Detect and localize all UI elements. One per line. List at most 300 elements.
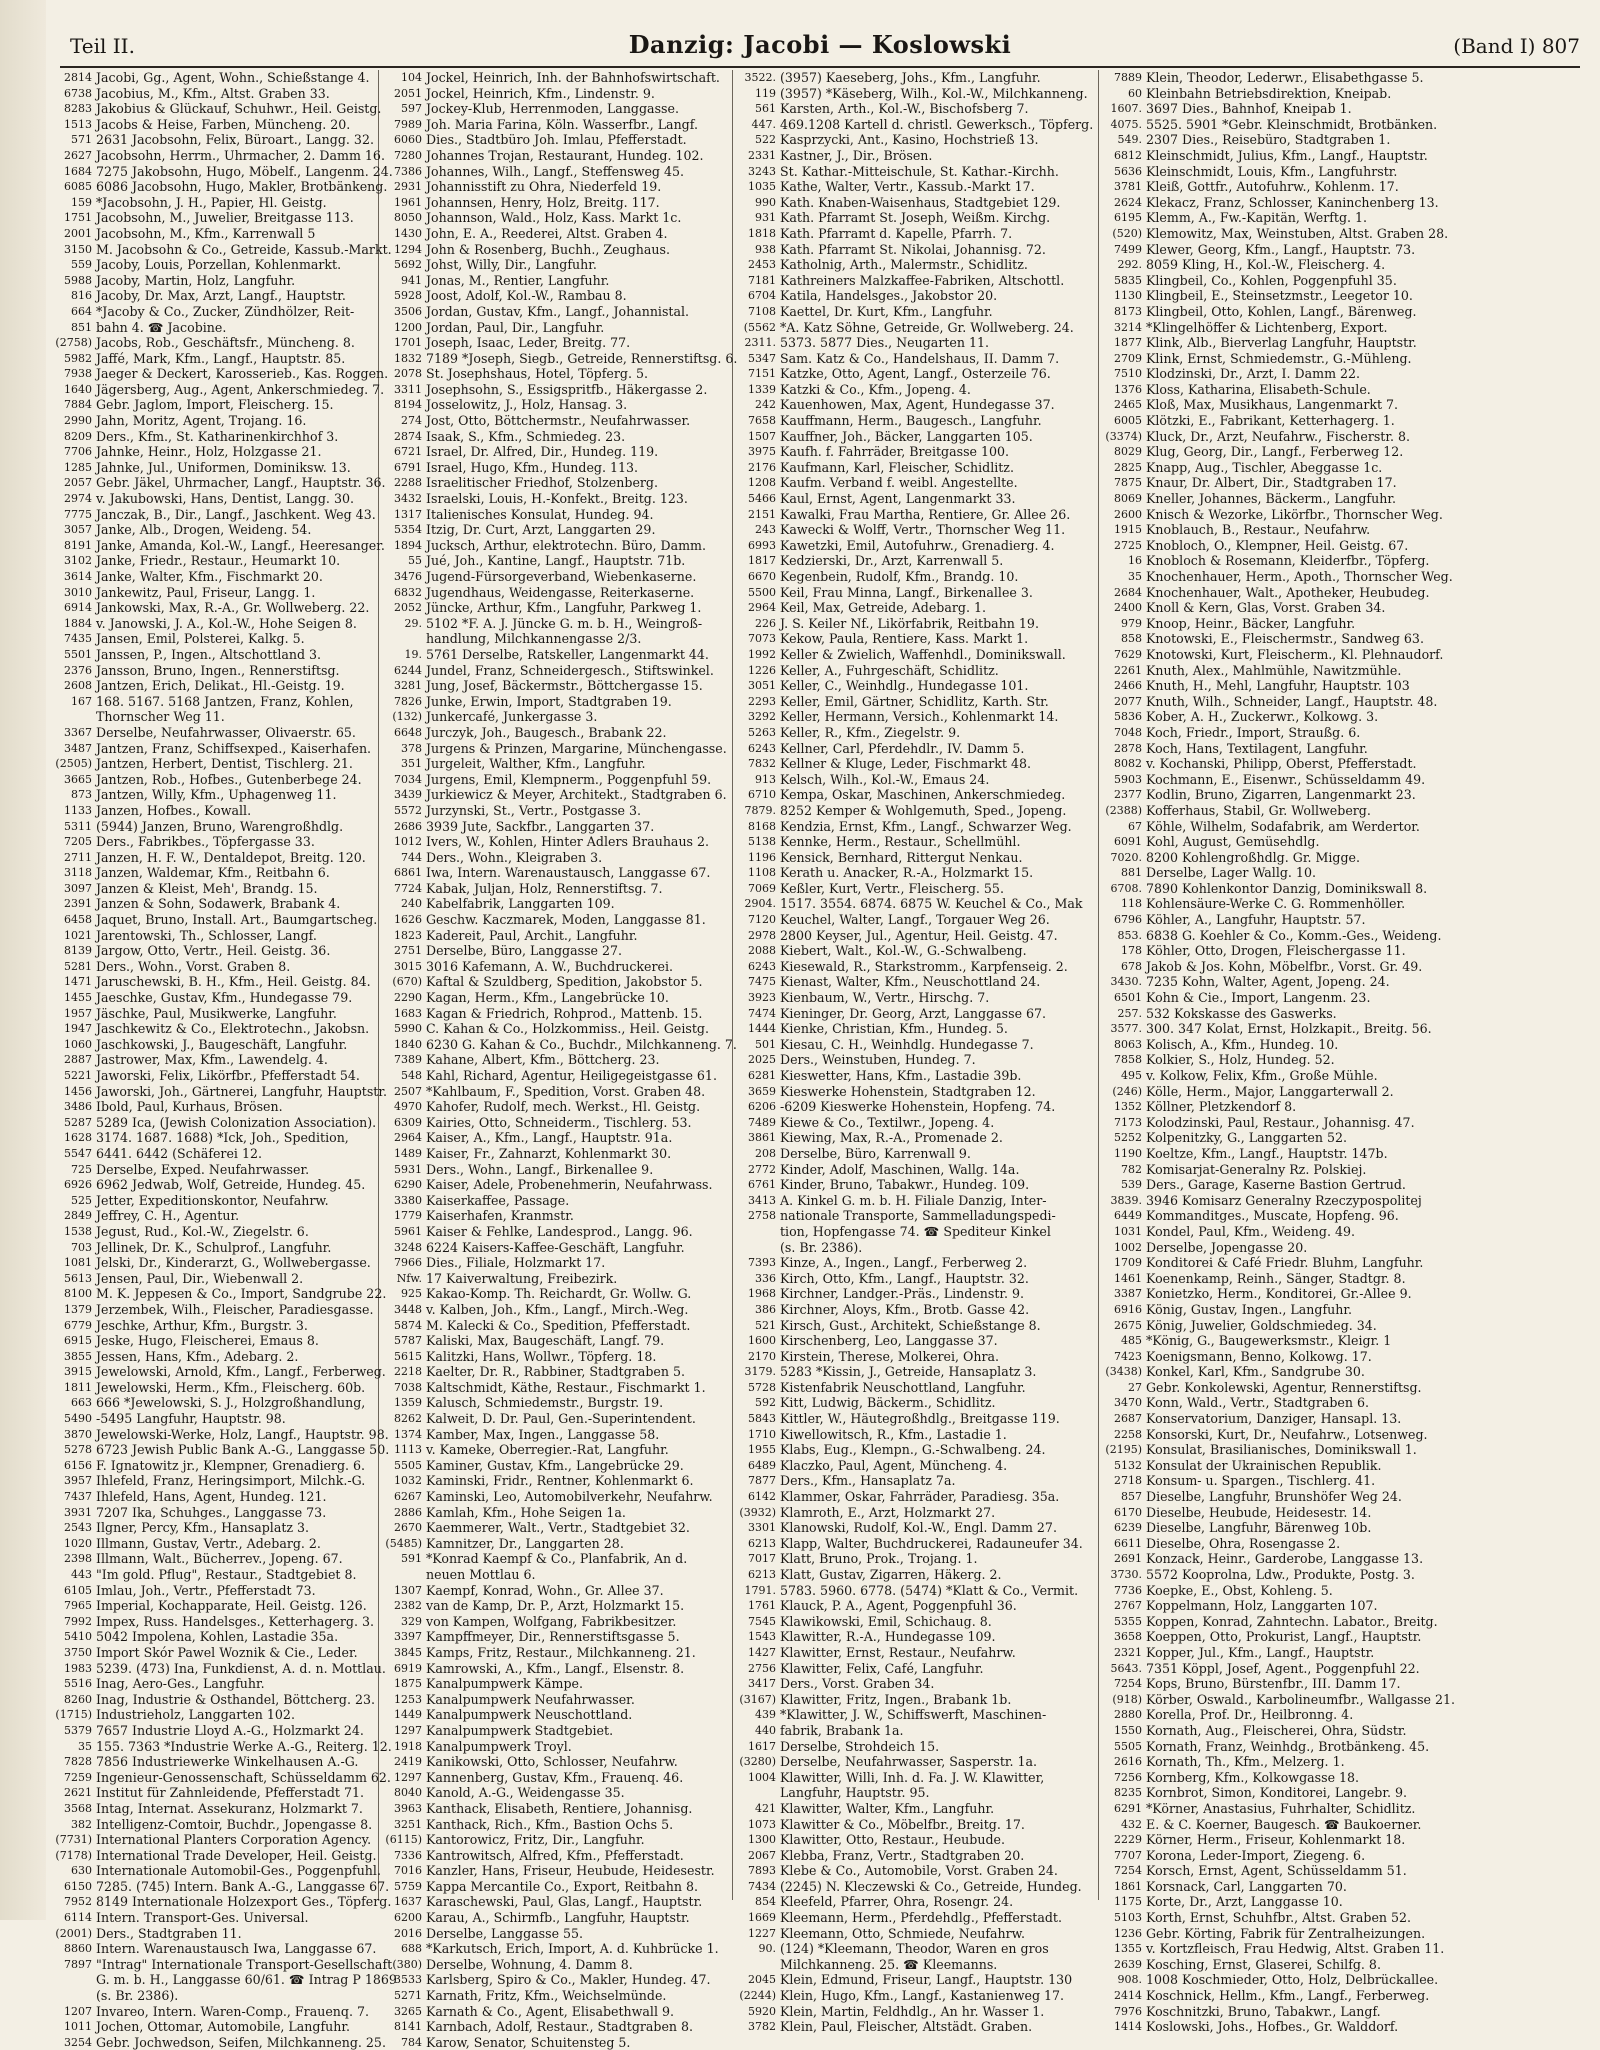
directory-entry [734,304,1096,320]
phone-number: 522 [755,133,776,147]
phone-number: 7736 [1114,1583,1142,1597]
entry-text: Klawitter, Willi, Inh. d. Fa. J. W. Klawitter, [780,1769,1045,1785]
phone-number: 1073 [748,1817,776,1831]
entry-text: Derselbe, Exped. Neufahrwasser. [96,1161,310,1177]
entry-text: J. S. Keiler Nf., Likörfabrik, Reitbahn 19. [780,615,1039,631]
phone-number: 2261 [1114,663,1142,677]
phone-number: 5903 [1114,772,1142,786]
entry-text: Janke, Walter, Kfm., Fischmarkt 20. [96,569,323,584]
directory-entry [1100,273,1496,289]
entry-text: Invareo, Intern. Waren-Comp., Frauenq. 7. [96,2003,369,2019]
entry-text: *Konrad Kaempf & Co., Planfabrik, An d. [426,1551,688,1567]
phone-number: 7386 [394,164,422,178]
entry-text: König, Juwelier, Goldschmiedeg. 34. [1146,1317,1377,1333]
entry-text: Koschnitzki, Bruno, Tabakwr., Langf. [1146,2003,1381,2019]
directory-entry [50,1302,376,1318]
phone-number: 2814 [64,71,92,84]
phone-number: 7256 [1114,1770,1142,1784]
directory-entry [380,257,730,273]
directory-entry [380,1645,730,1661]
phone-number: 6914 [64,601,92,615]
directory-entry [734,616,1096,632]
directory-entry [380,210,730,226]
entry-text: Knuth, H., Mehl, Langfuhr, Hauptstr. 103 [1146,678,1410,694]
phone-number: 7108 [748,304,776,318]
entry-text: Jacobs, Rob., Geschäftsfr., Müncheng. 8. [96,335,355,351]
entry-text: Konsulat, Brasilianisches, Dominikswall 1. [1146,1442,1417,1458]
entry-text: Kornberg, Kfm., Kolkowgasse 18. [1146,1769,1360,1785]
phone-number: 8860 [64,1942,92,1956]
phone-number: 6449 [1114,1209,1142,1223]
directory-entry [50,413,376,429]
entry-text: Jantzen, Herbert, Dentist, Tischlerg. 21. [96,756,353,772]
entry-text: Karau, A., Schirmfb., Langfuhr, Hauptstr. [426,1910,690,1926]
directory-entry [50,335,376,351]
directory-entry [380,101,730,117]
directory-entry [50,1801,376,1817]
phone-number: 208 [755,1146,776,1160]
entry-text: Gebr. Konkolewski, Agentur, Rennerstiftsg. [1146,1379,1422,1395]
directory-entry [734,1910,1096,1926]
phone-number: 8029 [1114,445,1142,459]
entry-text: Komisarjat-Generalny Rz. Polskiej. [1146,1161,1367,1177]
phone-number: 8168 [748,819,776,833]
entry-text: Kamps, Fritz, Restaur., Milchkanneng. 21. [426,1644,696,1660]
entry-text: Kistenfabrik Neuschottland, Langfuhr. [780,1379,1026,1395]
directory-entry [1100,1099,1496,1115]
phone-number: 7181 [748,273,776,287]
directory-entry [380,1723,730,1739]
directory-entry [50,163,393,180]
directory-entry [380,1006,730,1022]
directory-entry [380,1255,730,1271]
entry-text: Jockel, Heinrich, Inh. der Bahnhofswirtschaft. [426,70,720,85]
directory-entry [1100,1349,1496,1365]
directory-entry [1100,850,1496,866]
phone-number: 5490 [64,1412,92,1426]
entry-text: Ders., Kfm., Hansaplatz 7a. [780,1473,956,1489]
directory-entry [380,1520,730,1536]
entry-text: Kawecki & Wolff, Vertr., Thornscher Weg 11. [780,522,1066,538]
entry-text: Janke, Alb., Drogen, Weideng. 54. [96,522,312,538]
directory-entry [50,1505,376,1521]
entry-text: Milchkanneng. 25. ☎ Kleemanns. [780,1956,998,1972]
directory-entry [734,1707,1096,1723]
entry-text: Imlau, Joh., Vertr., Pfefferstadt 73. [96,1582,316,1598]
phone-number: 5347 [748,351,776,365]
entry-text: Jantzen, Franz, Schiffsexped., Kaiserhafen. [96,740,372,756]
entry-text: 3016 Kafemann, A. W., Buchdruckerei. [426,958,673,974]
entry-text: Klanowski, Rudolf, Kol.-W., Engl. Damm 27. [780,1520,1057,1536]
entry-text: 5289 Ica, (Jewish Colonization Association). [96,1114,377,1130]
phone-number: 3015 [394,959,422,973]
entry-text: Klawitter, Walter, Kfm., Langfuhr. [780,1800,995,1816]
directory-entry [380,1021,730,1037]
phone-number: 7658 [748,414,776,428]
entry-text: Kirchner, Landger.-Präs., Lindenstr. 9. [780,1286,1025,1302]
phone-number: 6670 [748,570,776,583]
phone-number: 3057 [64,523,92,537]
entry-text: Klein, Paul, Fleischer, Altstädt. Graben. [780,2019,1033,2035]
entry-text: Jué, Joh., Kantine, Langf., Hauptstr. 71b. [426,553,686,569]
phone-number: 242 [755,398,776,412]
entry-text: Kodlin, Bruno, Zigarren, Langenmarkt 23. [1146,787,1416,803]
directory-entry [734,475,1096,491]
phone-number: 27 [1128,1380,1142,1394]
directory-entry [380,1707,730,1723]
phone-number: 7151 [748,367,776,381]
phone-number: 7434 [748,1879,776,1893]
directory-entry [1100,1255,1496,1271]
phone-number: 664 [71,304,92,318]
phone-number: 5615 [394,1349,422,1363]
directory-entry [1100,772,1496,788]
phone-number: 941 [401,273,422,287]
directory-entry [1100,1177,1496,1193]
directory-entry [50,1738,392,1755]
phone-number: 1877 [1114,336,1142,350]
phone-number: 5354 [394,523,422,537]
directory-entry [50,1551,376,1567]
phone-number: 1779 [394,1209,422,1223]
directory-entry [1100,1021,1496,1037]
entry-text: Kanthack, Elisabeth, Rentiere, Johannisg. [426,1800,693,1816]
phone-number: 2045 [748,1973,776,1987]
phone-number: 5281 [64,959,92,973]
page-header [60,30,1580,68]
entry-text: Kiebert, Walt., Kol.-W., G.-Schwalbeng. [780,943,1027,959]
directory-entry [734,257,1096,273]
phone-number: 1617 [748,1739,776,1753]
directory-entry [734,2019,1096,2035]
phone-number: 6489 [748,1458,776,1472]
entry-text: Derselbe, Neufahrwasser, Sasperstr. 1a. [780,1754,1038,1770]
entry-text: Knochenhauer, Walt., Apotheker, Heubudeg. [1146,584,1430,600]
entry-text: Derselbe, Büro, Langgasse 27. [426,943,623,959]
entry-text: bahn 4. ☎ Jacobine. [96,319,227,335]
entry-text: Jetter, Expeditionskontor, Neufahrw. [96,1192,329,1208]
phone-number: 3470 [1114,1396,1142,1410]
directory-entry [380,2019,730,2035]
entry-text: Ders., Weinstuben, Hundeg. 7. [780,1052,976,1068]
phone-number: 7073 [748,632,776,646]
directory-entry [380,1364,730,1380]
entry-text: Kaltschmidt, Käthe, Restaur., Fischmarkt 1. [426,1379,706,1395]
phone-number: 3248 [394,1240,422,1254]
entry-text: Kelsch, Wilh., Kol.-W., Emaus 24. [780,771,990,787]
directory-entry [734,1177,1096,1193]
entry-text: Ders., Vorst. Graben 34. [780,1676,935,1692]
phone-number: 1208 [748,476,776,490]
directory-entry [1100,1848,1496,1864]
directory-entry [1100,1442,1496,1458]
phone-number: 3963 [394,1801,422,1815]
phone-number: 378 [401,741,422,755]
entry-text: Jarentowski, Th., Schlosser, Langf. [96,927,317,943]
directory-entry [380,350,738,367]
entry-text: Ders., Stadtgraben 11. [96,1925,242,1941]
directory-entry [50,1395,376,1411]
phone-number: 3179. [744,1365,776,1379]
phone-number: 8235 [1114,1786,1142,1800]
directory-entry [734,1739,1096,1755]
entry-text: Iwa, Intern. Warenaustausch, Langgasse 67. [426,865,711,881]
directory-entry [50,1286,387,1302]
phone-number: 6721 [394,445,422,459]
entry-text: Keuchel, Walter, Langf., Torgauer Weg 26. [780,912,1050,928]
entry-text: Kegenbein, Rudolf, Kfm., Brandg. 10. [780,569,1019,584]
directory-entry [380,164,730,180]
directory-entry [1100,195,1496,211]
directory-entry [380,1536,730,1552]
entry-text: Jacobi, Gg., Agent, Wohn., Schießstange 4. [96,70,370,85]
entry-text: tion, Hopfengasse 74. ☎ Spediteur Kinkel [780,1223,1051,1239]
directory-entry [50,1333,376,1349]
entry-text: 6086 Jacobsohn, Hugo, Makler, Brotbänkeng. [96,179,388,195]
phone-number: (7178) [55,1848,92,1862]
entry-text: Kagan & Friedrich, Rohprod., Mattenb. 15. [426,1005,703,1021]
entry-text: Thornscher Weg 11. [96,709,225,725]
directory-entry [380,1458,730,1474]
phone-number: 90. [758,1942,776,1956]
entry-text: 5572 Kooprolna, Ldw., Produkte, Postg. 3. [1146,1567,1415,1582]
phone-number: 2767 [1114,1599,1142,1613]
entry-text: Israel, Hugo, Kfm., Hundeg. 113. [426,459,639,475]
entry-text: Janke, Friedr., Restaur., Heumarkt 10. [96,553,341,569]
directory-entry [50,1941,376,1957]
directory-entry [50,1894,392,1910]
directory-entry [380,1972,730,1988]
entry-text: Knobloch, O., Klempner, Heil. Geistg. 67. [1146,537,1409,553]
phone-number: 548 [401,1069,422,1082]
entry-text: Klawitter, Otto, Restaur., Heubude. [780,1832,1005,1848]
directory-entry [50,2034,386,2050]
phone-number: 7879. [744,803,776,817]
phone-number: 2758 [748,1209,776,1223]
directory-entry [380,896,730,912]
directory-entry [1100,1801,1496,1817]
phone-number: 3387 [1114,1287,1142,1301]
directory-entry [1100,86,1496,102]
entry-text: Köhler, Otto, Drogen, Fleischergasse 11. [1146,943,1406,959]
phone-number: 5836 [1114,710,1142,724]
entry-text: Gebr. Körting, Fabrik für Zentralheizungen. [1146,1925,1426,1941]
directory-entry [734,132,1096,148]
phone-number: 784 [401,2035,422,2049]
directory-entry [1100,1084,1496,1100]
entry-text: Kaiser, Fr., Zahnarzt, Kohlenmarkt 30. [426,1145,672,1161]
entry-text: Katzki & Co., Kfm., Jopeng. 4. [780,381,971,397]
directory-entry [50,1130,376,1146]
directory-entry [734,725,1096,741]
entry-text: Jacobs & Heise, Farben, Müncheng. 20. [96,116,351,132]
phone-number: 8139 [64,944,92,958]
directory-entry [380,320,730,336]
directory-entry [1100,507,1496,523]
entry-text: Kahl, Richard, Agentur, Heiligegeistgasse 61. [426,1068,717,1083]
entry-text: Kaufm. Verband f. weibl. Angestellte. [780,475,1018,491]
entry-text: Kirch, Otto, Kfm., Langf., Hauptstr. 32. [780,1270,1029,1286]
phone-number: 6916 [1114,1302,1142,1316]
directory-entry [734,631,1096,647]
phone-number: 2151 [748,507,776,521]
directory-entry [50,1723,376,1739]
directory-entry [1100,881,1496,897]
phone-number: 913 [755,772,776,786]
entry-text: Jordan, Paul, Dir., Langfuhr. [426,319,605,335]
directory-entry [380,787,730,803]
entry-text: Isaak, S., Kfm., Schmiedeg. 23. [426,428,626,444]
entry-text: v. Kalben, Joh., Kfm., Langf., Mirch.-Weg. [426,1301,689,1317]
phone-number: 7038 [394,1380,422,1394]
header-title: Danzig: Jacobi — Koslowski [628,30,1012,59]
directory-entry [1100,257,1496,273]
entry-text: Kekow, Paula, Rentiere, Kass. Markt 1. [780,631,1029,647]
directory-entry [50,226,376,242]
directory-entry [380,1084,730,1100]
phone-number: 7437 [64,1490,92,1504]
entry-text: Derselbe, Neufahrwasser, Olivaerstr. 65. [96,724,356,740]
phone-number: 5613 [64,1271,92,1285]
directory-entry [50,288,376,304]
entry-text: Knotowski, Kurt, Fleischerm., Kl. Plehnaudorf. [1146,646,1444,662]
directory-entry [734,1302,1096,1318]
directory-entry [50,1380,376,1396]
phone-number: 2990 [64,414,92,428]
directory-entry [1100,226,1496,242]
phone-number: 1961 [394,195,422,209]
entry-text: Jaffé, Mark, Kfm., Langf., Hauptstr. 85. [96,350,346,366]
entry-text: Körber, Oswald., Karbolineumfbr., Wallgasse 21. [1146,1691,1456,1707]
entry-text: Kanalpumpwerk Neufahrwasser. [426,1691,635,1707]
directory-entry [1100,1037,1496,1053]
entry-text: 7189 *Joseph, Siegb., Getreide, Rennerstiftsg. 6. [426,350,738,366]
directory-entry [1100,1240,1496,1256]
phone-number: 7832 [748,757,776,771]
phone-number: (520) [1112,226,1142,240]
directory-entry [380,1115,730,1131]
directory-entry [50,2019,376,2035]
entry-text: Langfuhr, Hauptstr. 95. [780,1785,930,1801]
entry-text: 6230 G. Kahan & Co., Buchdr., Milchkanneng. 7. [426,1036,737,1052]
directory-entry [1100,1146,1496,1162]
directory-entry [50,1956,393,1973]
entry-text: Kleemann, Herm., Pferdehdlg., Pfefferstadt. [780,1910,1062,1926]
entry-text: Ders., Garage, Kaserne Bastion Gertrud. [1146,1177,1406,1193]
entry-text: Gebr. Jaglom, Import, Fleischerg. 15. [96,397,334,413]
directory-entry [734,585,1096,601]
phone-number: 1190 [1114,1146,1142,1160]
directory-entry [734,1115,1096,1131]
directory-entry [50,132,376,148]
directory-entry [734,865,1096,881]
directory-entry [734,1458,1096,1474]
entry-text: Kaufh. f. Fahrräder, Breitgasse 100. [780,444,1010,460]
directory-entry [734,1333,1096,1349]
entry-text: Gebr. Jäkel, Uhrmacher, Langf., Hauptstr. 36. [96,475,386,491]
directory-entry [50,1520,376,1536]
entry-text: Klammer, Oskar, Fahrräder, Paradiesg. 35a. [780,1489,1060,1505]
directory-entry [734,101,1096,117]
entry-text: Internationale Automobil-Ges., Poggenpfuhl. [96,1863,381,1879]
entry-text: Kieswetter, Hans, Kfm., Lastadie 39b. [780,1068,1022,1083]
entry-text: Koch, Hans, Textilagent, Langfuhr. [1146,740,1368,756]
entry-text: Kakao-Komp. Th. Reichardt, Gr. Wollw. G. [426,1286,692,1302]
phone-number: 495 [1121,1069,1142,1082]
directory-entry [734,1427,1096,1443]
directory-entry [380,117,730,133]
phone-number: 7205 [64,835,92,849]
entry-text: 7275 Jakobsohn, Hugo, Möbelf., Langenm. 24. [96,163,393,179]
directory-entry [1100,1302,1496,1318]
phone-number: 7889 [1114,71,1142,84]
phone-number: 3522. [744,71,776,84]
phone-number: 1035 [748,180,776,194]
entry-text: Dieselbe, Langfuhr, Brunshöfer Weg 24. [1146,1489,1402,1505]
phone-number: 2931 [394,180,422,194]
phone-number: 1640 [64,382,92,396]
entry-text: Derselbe, Strohdeich 15. [780,1738,940,1754]
directory-entry [1100,1411,1496,1427]
entry-text: A. Kinkel G. m. b. H. Filiale Danzig, Inter- [780,1192,1047,1208]
directory-entry [50,663,376,679]
entry-text: Kamber, Max, Ingen., Langgasse 58. [426,1426,660,1442]
entry-text: fabrik, Brabank 1a. [780,1722,904,1738]
phone-number: 7510 [1114,367,1142,381]
entry-text: Kaiser & Fehlke, Landesprod., Langg. 96. [426,1223,693,1239]
phone-number: 2878 [1114,741,1142,755]
phone-number [734,1785,780,1801]
entry-text: Kensick, Bernhard, Rittergut Nenkau. [780,849,1023,865]
directory-entry [380,553,730,569]
directory-entry [734,148,1096,164]
phone-number: 3051 [748,679,776,693]
phone-number: 2001 [64,226,92,240]
directory-entry [734,974,1096,990]
entry-text: Kleinbahn Betriebsdirektion, Kneipab. [1146,85,1392,101]
directory-entry [734,1364,1096,1380]
phone-number: 5103 [1114,1911,1142,1925]
entry-text: Janzen, H. F. W., Dentaldepot, Breitg. 120. [96,849,366,865]
entry-text: 5761 Derselbe, Ratskeller, Langenmarkt 44. [426,646,709,662]
directory-entry [380,1473,730,1489]
entry-text: Johst, Willy, Dir., Langfuhr. [426,257,597,273]
entry-text: Jewelowski-Werke, Holz, Langf., Hauptstr. 98. [96,1426,389,1442]
phone-number: 1011 [64,2020,92,2034]
entry-text: Dieselbe, Heubude, Heidesestr. 14. [1146,1504,1372,1520]
directory-entry [1100,2004,1496,2020]
entry-text: *Jacobsohn, J. H., Papier, Hl. Geistg. [96,194,327,210]
directory-entry [50,1115,376,1131]
directory-entry [50,101,382,117]
entry-text: Jensen, Paul, Dir., Wiebenwall 2. [96,1270,304,1286]
directory-entry [380,366,730,382]
entry-text: Johannisstift zu Ohra, Niederfeld 19. [426,179,662,195]
entry-text: Jahn, Moritz, Agent, Trojang. 16. [96,413,307,429]
phone-number: 2670 [394,1521,422,1535]
entry-text: Jurkiewicz & Meyer, Architekt., Stadtgraben 6. [426,787,727,803]
directory-entry [380,1427,730,1443]
entry-text: Kendzia, Ernst, Kfm., Langf., Schwarzer Weg. [780,818,1072,834]
directory-entry [50,320,376,336]
directory-entry [50,896,376,912]
entry-text: "Im gold. Pflug", Restaur., Stadtgebiet 8. [96,1567,357,1582]
phone-number: 8173 [1114,304,1142,318]
entry-text: Sam. Katz & Co., Handelshaus, II. Damm 7. [780,350,1060,366]
directory-entry [50,694,376,710]
phone-number: 7938 [64,367,92,381]
entry-text: v. Kameke, Oberregier.-Rat, Langfuhr. [426,1442,669,1458]
